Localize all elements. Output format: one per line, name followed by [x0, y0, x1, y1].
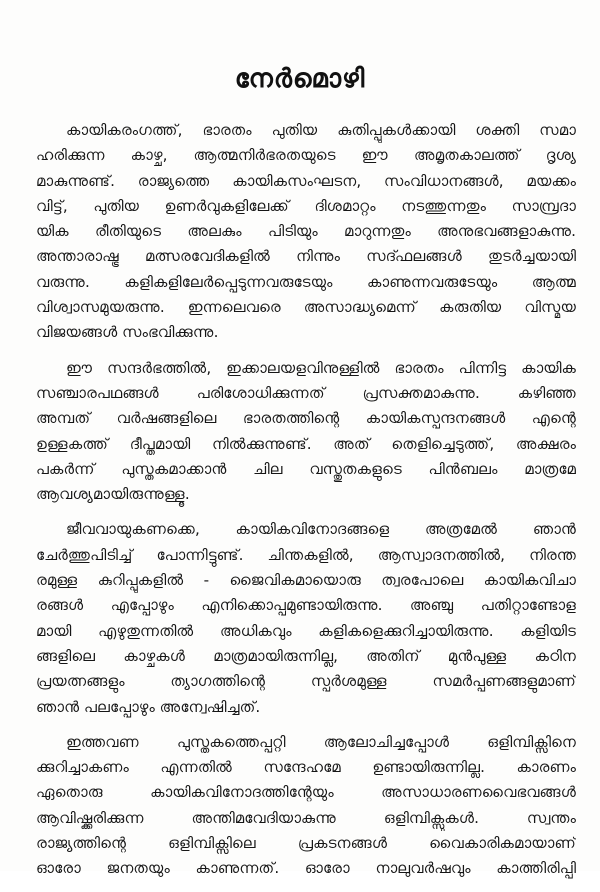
- text-line: ആവശ്യമായിരുന്നുള്ളൂ.: [36, 485, 190, 504]
- paragraph-4: [36, 730, 576, 882]
- text-line: ഈ സന്ദർഭത്തിൽ, ഇക്കാലയളവിനുള്ളിൽ ഭാരതം പിന്നിട്ട കായിക: [66, 358, 576, 377]
- text-line: ഇത്തവണ പുസ്തകത്തെപ്പറ്റി ആലോചിച്ചപ്പോൾ ഒളിമ്പിക്സിനെ: [66, 732, 576, 751]
- text-line: രങ്ങൾ എപ്പോഴും എനിക്കൊപ്പമുണ്ടായിരുന്നു. അഞ്ചു പതിറ്റാണ്ടോള: [36, 596, 576, 615]
- text-line: ങ്ങളിലെ കാഴ്ചകൾ മാത്രമായിരുന്നില്ല, അതിന് മുൻപുള്ള കഠിന: [36, 646, 576, 665]
- text-line: ക്കുറിച്ചാകണം എന്നതിൽ സന്ദേഹമേ ഉണ്ടായിരുന്നില്ല. കാരണം: [36, 758, 576, 777]
- text-line: വിശ്വാസമുയരുന്നു. ഇന്നലെവരെ അസാദ്ധ്യമെന്ന് കരുതിയ വിസ്മയ: [36, 298, 576, 317]
- text-line: രമുള്ള കുറിപ്പുകളിൽ - ജൈവികമായൊരു ത്വരപോലെ കായികവിചാ: [36, 571, 576, 590]
- text-line: അമ്പത് വർഷങ്ങളിലെ ഭാരതത്തിന്റെ കായികസ്പന്ദനങ്ങൾ എന്റെ: [36, 409, 576, 428]
- text-line: സഞ്ചാരപഥങ്ങൾ പരിശോധിക്കുന്നത് പ്രസക്തമാകുന്നു. കഴിഞ്ഞ: [36, 383, 576, 402]
- text-line: മാകുന്നുണ്ട്. രാജ്യത്തെ കായികസംഘടന, സംവിധാനങ്ങൾ, മയക്കം: [36, 171, 576, 190]
- text-line: കായികരംഗത്ത്, ഭാരതം പുതിയ കുതിപ്പുകൾക്കായി ശക്തി സമാ: [66, 121, 576, 139]
- text-line: പ്രയത്നങ്ങളും ത്യാഗത്തിന്റെ സ്പർശമുള്ള സമർപ്പണങ്ങളുമാണ്: [36, 672, 576, 691]
- text-line: ഏതൊരു കായികവിനോദത്തിന്റേയും അസാധാരണവൈഭവങ്ങൾ: [36, 783, 576, 802]
- text-line: ഞാൻ പലപ്പോഴും അന്വേഷിച്ചത്.: [36, 697, 261, 716]
- text-line: അന്താരാഷ്ട്ര മത്സരവേദികളിൽ നിന്നും സദ്ഫലങ്ങൾ തുടർച്ചയായി: [36, 247, 576, 266]
- paragraph-1: [36, 118, 576, 346]
- text-line: യിക രീതിയുടെ അലകും പിടിയും മാറുന്നതും അനുഭവങ്ങളാകുന്നു.: [36, 222, 576, 241]
- text-line: ഉള്ളകത്ത് ദീപ്തമായി നിൽക്കുന്നുണ്ട്. അത് തെളിച്ചെടുത്ത്, അക്ഷരം: [36, 434, 576, 453]
- text-line: വിട്ട്, പുതിയ ഉണർവുകളിലേക്ക് ദിശമാറ്റം നടത്തുന്നതും സാമ്പ്രദാ: [36, 196, 576, 215]
- text-line: വരുന്നു. കളികളിലേർപ്പെടുന്നവരുടേയും കാണുന്നവരുടേയും ആത്മ: [36, 272, 576, 291]
- text-line: ഹരിക്കുന്ന കാഴ്ച, ആത്മനിർഭരതയുടെ ഈ അമൃതകാലത്ത് ദൃശ്യ: [36, 146, 576, 165]
- text-line: രാജ്യത്തിന്റെ ഒളിമ്പിക്സിലെ പ്രകടനങ്ങൾ വൈകാരികമായാണ്: [36, 834, 576, 853]
- text-line: മായി എഴുതുന്നതിൽ അധികവും കളികളെക്കുറിച്ചായിരുന്നു. കളിയിട: [36, 621, 576, 640]
- text-line: ചേർത്തുപിടിച്ച് പോന്നിട്ടുണ്ട്. ചിന്തകളിൽ, ആസ്വാദനത്തിൽ, നിരന്ത: [36, 545, 576, 564]
- text-line: പകർന്ന് പുസ്തകമാക്കാൻ ചില വസ്തുതകളുടെ പിൻബലം മാത്രമേ: [36, 459, 576, 478]
- paragraph-3: [36, 517, 576, 719]
- paragraph-2: [36, 356, 576, 508]
- text-line: ജീവവായുകണക്കെ, കായികവിനോദങ്ങളെ അത്രമേൽ ഞാൻ: [66, 520, 576, 539]
- text-body: [36, 118, 576, 892]
- page-title: നേർമൊഴി: [234, 64, 366, 94]
- text-line: ആവിഷ്ക്കരിക്കുന്ന അന്തിമവേദിയാകുന്നു ഒളിമ്പിക്സുകൾ. സ്വന്തം: [36, 808, 576, 827]
- text-line: വിജയങ്ങൾ സംഭവിക്കുന്നു.: [36, 323, 219, 342]
- text-line: ഓരോ ജനതയും കാണുന്നത്. ഓരോ നാലുവർഷവും കാത്തിരിപ്പി: [36, 859, 576, 878]
